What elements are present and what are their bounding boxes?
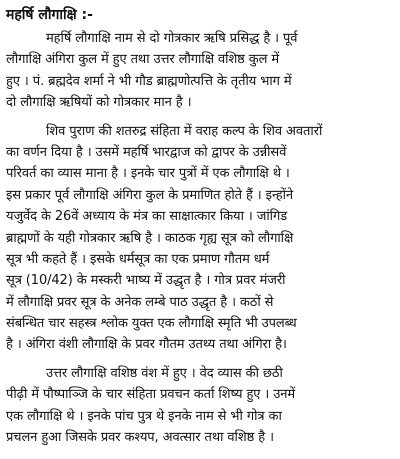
text-line: उत्तर लौगाक्षि वशिष्ठ वंश में हुए । वेद व्यास की छठी (46, 365, 283, 381)
text-line: सूत्र (10/42) के मस्करी भाष्य में उद्धृत है । गोत्र प्रवर मंजरी (6, 273, 286, 289)
text-line: में लौगाक्षि प्रवर सूत्र के अनेक लम्बे पाठ उद्धृत है । कठों से (6, 294, 274, 310)
text-line: संबन्धित चार सहस्त्र श्लोक युक्त एक लौगाक्षि स्मृति भी उपलब्ध (6, 316, 297, 332)
text-line: हुए । पं. ब्रह्मदेव शर्मा ने भी गौड ब्राह्मणोत्पत्ति के तृतीय भाग में (6, 73, 292, 89)
text-line: यजुर्वेद के 26वें अध्याय के मंत्र का साक्षात्कार किया । जांगिड (6, 209, 288, 225)
text-line: दो लौगाक्षि ऋषियों को गोत्रकार मान है । (6, 95, 192, 111)
text-line: सूत्र भी कहते हैं । इसके धर्मसूत्र का एक प्रमाण गौतम धर्म (6, 251, 270, 267)
paragraph-2 (6, 121, 394, 356)
text-line: लौगाक्षि अंगिरा कुल में हुए तथा उत्तर लौगाक्षि वशिष्ठ कुल में (6, 52, 280, 68)
text-line: इस प्रकार पूर्व लौगाक्षि अंगिरा कुल के प्रमाणित होते हैं । इन्होंने (6, 187, 294, 203)
text-line: का वर्णन दिया है । उसमें महर्षि भारद्वाज को द्वापर के उन्नीसवें (6, 144, 287, 160)
paragraph-3 (6, 363, 394, 449)
text-line: पीढ़ी में पौष्पाञ्जि के चार संहिता प्रवचन कर्ता शिष्य हुए । उनमें (6, 387, 296, 403)
paragraph-1 (6, 28, 394, 114)
text-line: ब्राह्मणों के यही गोत्रकार ऋषि है । काठक गृह्य सूत्र को लौगाक्षि (6, 230, 294, 246)
text-line: प्रचलन हुआ जिसके प्रवर कश्यप, अवत्सार तथा वशिष्ठ है । (6, 430, 274, 446)
section-heading: महर्षि लौगाक्षि :- (6, 7, 93, 23)
text-line: एक लौगाक्षि थे । इनके पांच पुत्र थे इनके नाम से भी गोत्र का (6, 408, 282, 424)
text-line: परिवर्त का व्यास माना है । इनके चार पुत्रों में एक लौगाक्षि थे । (6, 166, 290, 182)
text-line: है । अंगिरा वंशी लौगाक्षि के प्रवर गौतम उतथ्य तथा अंगिरा है। (6, 337, 287, 353)
text-line: महर्षि लौगाक्षि नाम से दो गोत्रकार ऋषि प्रसिद्ध है । पूर्व (46, 31, 298, 46)
text-line: शिव पुराण की शतरुद्र संहिता में वराह कल्प के शिव अवतारों (46, 123, 323, 139)
